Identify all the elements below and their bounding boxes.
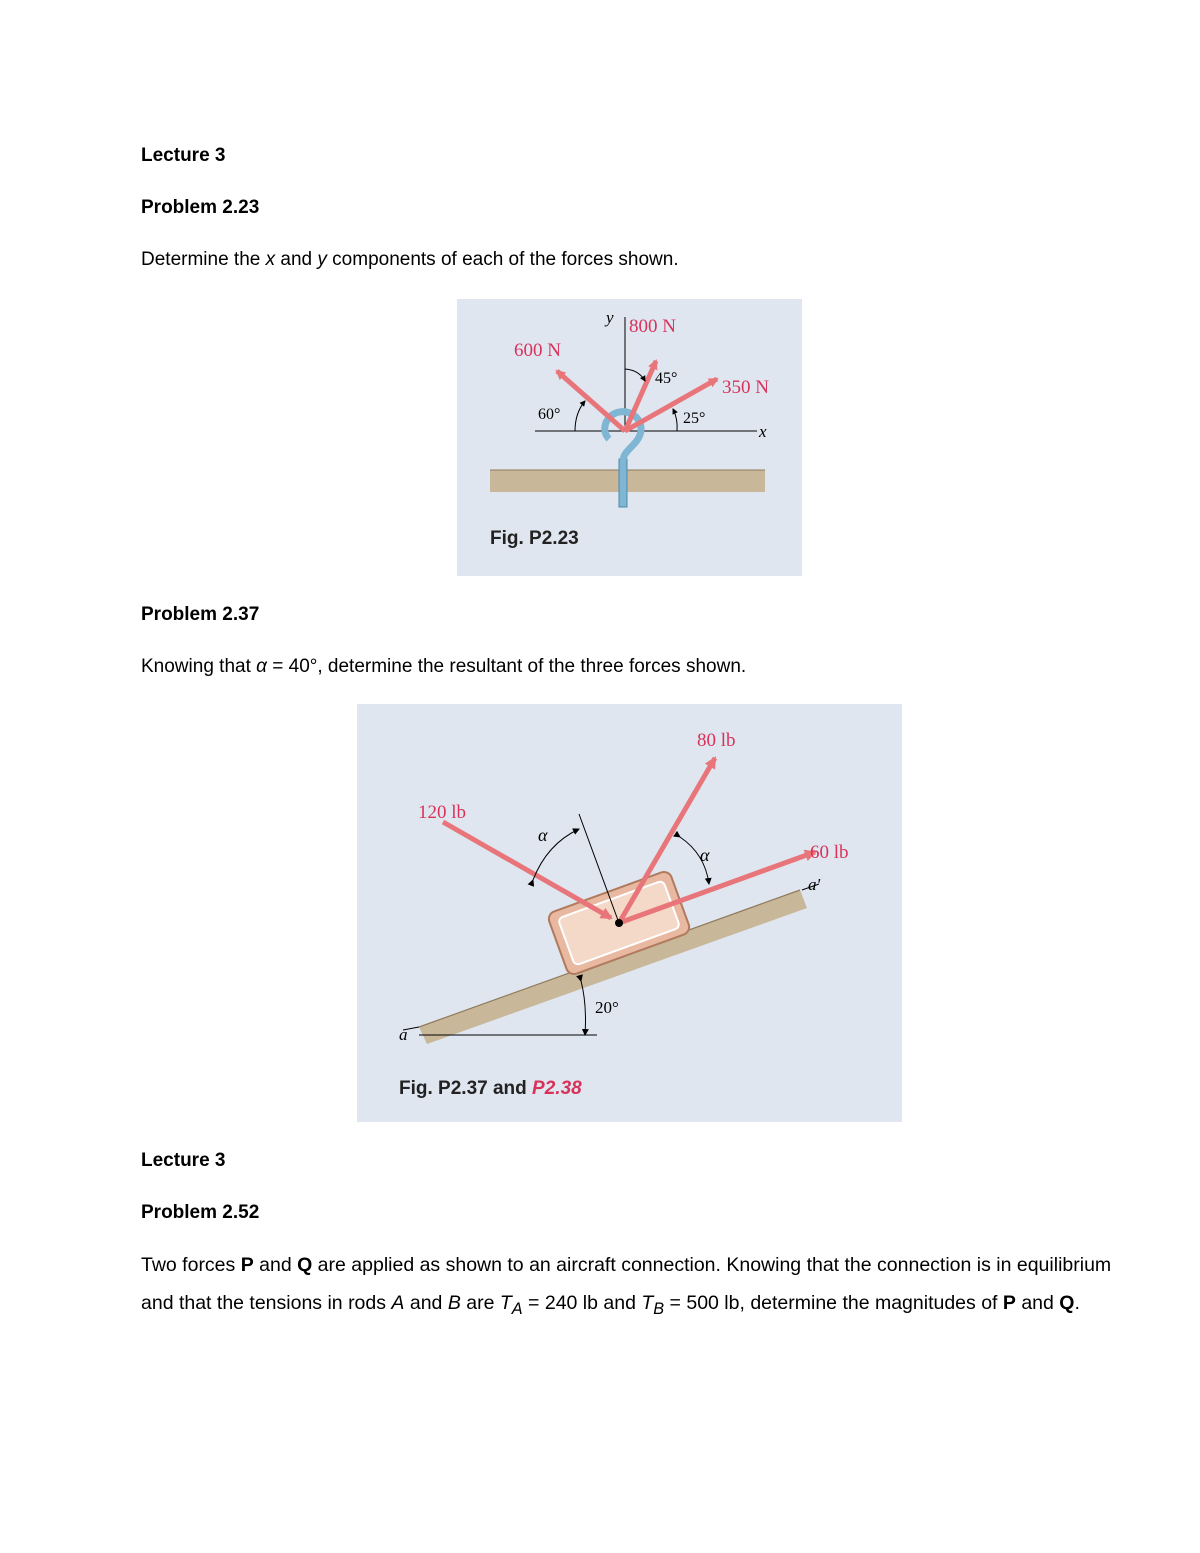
angle-20-label: 20° (595, 998, 619, 1017)
angle-45-label: 45° (655, 370, 678, 387)
y-axis-label: y (606, 308, 614, 327)
section-label-a-prime: a' (808, 875, 821, 894)
var-B: B (447, 1292, 461, 1314)
force-60lb-label: 60 lb (810, 842, 849, 863)
force-120lb-label: 120 lb (418, 802, 467, 823)
caption-text: Fig. P2.37 and (399, 1078, 533, 1099)
subscript-A: A (511, 1299, 523, 1318)
force-600n-label: 600 N (514, 340, 561, 361)
angle-25-label: 25° (683, 410, 706, 427)
contact-point (615, 919, 623, 927)
statement-text: are (460, 1292, 500, 1314)
statement-text: and (253, 1254, 298, 1276)
lecture-heading-2: Lecture 3 (141, 1150, 226, 1171)
force-350n-label: 350 N (722, 377, 769, 398)
angle-60-label: 60° (538, 406, 561, 423)
figure-caption-p2-37 (399, 1078, 582, 1099)
var-P: P (1002, 1292, 1016, 1314)
statement-text: and (275, 249, 318, 270)
statement-text: = 500 lb, determine the magnitudes of (664, 1292, 1003, 1314)
problem-2-52-statement (141, 1246, 1121, 1328)
figure-p2-23 (457, 299, 802, 576)
caption-highlight: P2.38 (532, 1078, 582, 1099)
lecture-heading: Lecture 3 (141, 145, 226, 166)
problem-heading-2-23: Problem 2.23 (141, 197, 260, 218)
var-Q: Q (297, 1254, 313, 1276)
statement-text: are applied as shown to an aircraft connection. Knowing that the connection is in equilibrium and that the tensions in rods (141, 1254, 1112, 1314)
subscript-B: B (653, 1299, 665, 1318)
var-y: y (317, 249, 327, 270)
var-Q: Q (1059, 1292, 1075, 1314)
force-800n-label: 800 N (629, 316, 676, 337)
var-x: x (265, 249, 276, 270)
angle-alpha-label-left: α (538, 825, 548, 845)
figure-caption-p2-23: Fig. P2.23 (490, 528, 579, 549)
x-axis-label: x (759, 422, 767, 441)
var-T: T (499, 1292, 512, 1314)
statement-text: Determine the (141, 249, 266, 270)
problem-2-37-statement (141, 656, 746, 678)
var-T: T (641, 1292, 654, 1314)
hook-shank (619, 459, 627, 507)
var-A: A (391, 1292, 405, 1314)
var-P: P (240, 1254, 254, 1276)
statement-text: Knowing that (141, 656, 257, 677)
statement-text: and (1015, 1292, 1060, 1314)
problem-heading-2-37: Problem 2.37 (141, 604, 260, 625)
statement-text: = 240 lb and (522, 1292, 642, 1314)
angle-alpha-label-right: α (700, 845, 710, 865)
var-alpha: α (256, 656, 267, 677)
problem-heading-2-52: Problem 2.52 (141, 1202, 260, 1223)
problem-2-23-statement (141, 249, 679, 271)
force-80lb-label: 80 lb (697, 730, 736, 751)
statement-text: and (404, 1292, 448, 1314)
statement-text: = 40°, determine the resultant of the three forces shown. (266, 656, 747, 677)
section-label-a: a (399, 1025, 408, 1044)
figure-p2-37 (357, 704, 902, 1122)
statement-text: Two forces (141, 1254, 241, 1276)
statement-text: components of each of the forces shown. (326, 249, 679, 270)
statement-text: . (1074, 1292, 1080, 1314)
